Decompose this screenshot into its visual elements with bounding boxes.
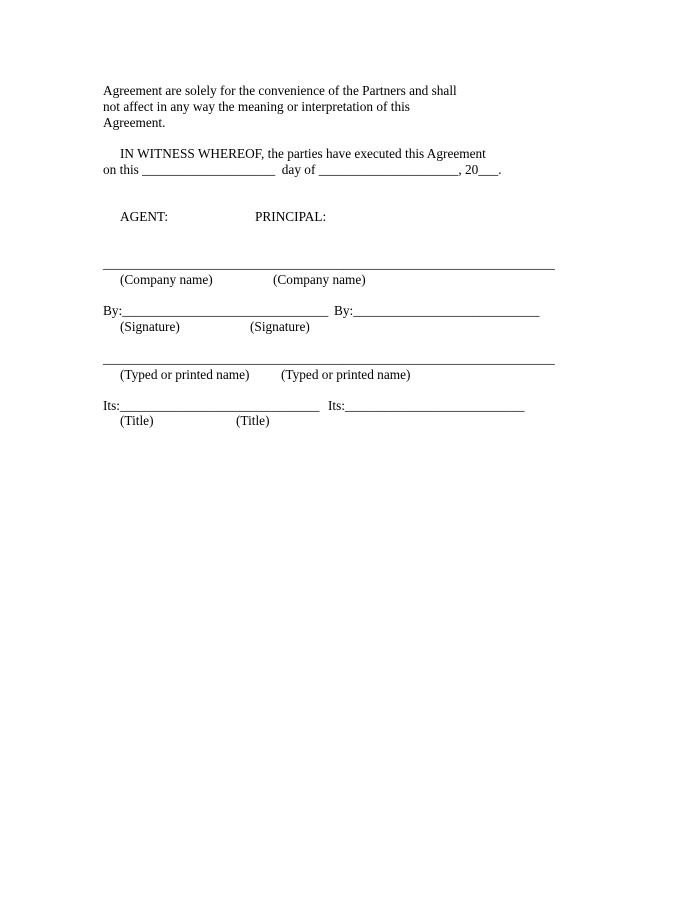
witness-line-2: on this ____________________ day of _____________________, 20___.	[103, 162, 502, 177]
intro-line-2: not affect in any way the meaning or interpretation of this	[103, 99, 410, 114]
title-label-right: (Title)	[236, 413, 270, 428]
printed-name-line-left: ____________________________________	[103, 351, 343, 366]
company-name-line-left: ____________________________________	[103, 256, 343, 271]
printed-name-label-right: (Typed or printed name)	[281, 367, 411, 382]
agent-heading: AGENT:	[120, 209, 169, 224]
principal-heading: PRINCIPAL:	[255, 209, 327, 224]
signature-label-left: (Signature)	[120, 319, 180, 334]
intro-line-1: Agreement are solely for the convenience of the Partners and shall	[103, 83, 457, 98]
company-name-label-right: (Company name)	[273, 272, 366, 287]
title-line-left: Its:______________________________	[103, 398, 320, 413]
signature-label-right: (Signature)	[250, 319, 310, 334]
intro-line-3: Agreement.	[103, 115, 166, 130]
printed-name-line-right: ________________________________	[342, 351, 555, 366]
company-name-label-left: (Company name)	[120, 272, 213, 287]
company-name-line-right: ________________________________	[342, 256, 555, 271]
title-label-left: (Title)	[120, 413, 154, 428]
title-line-right: Its:___________________________	[328, 398, 525, 413]
signature-line-right: By:____________________________	[334, 303, 540, 318]
printed-name-label-left: (Typed or printed name)	[120, 367, 250, 382]
signature-line-left: By:_______________________________	[103, 303, 329, 318]
witness-line-1: IN WITNESS WHEREOF, the parties have executed this Agreement	[120, 146, 486, 161]
